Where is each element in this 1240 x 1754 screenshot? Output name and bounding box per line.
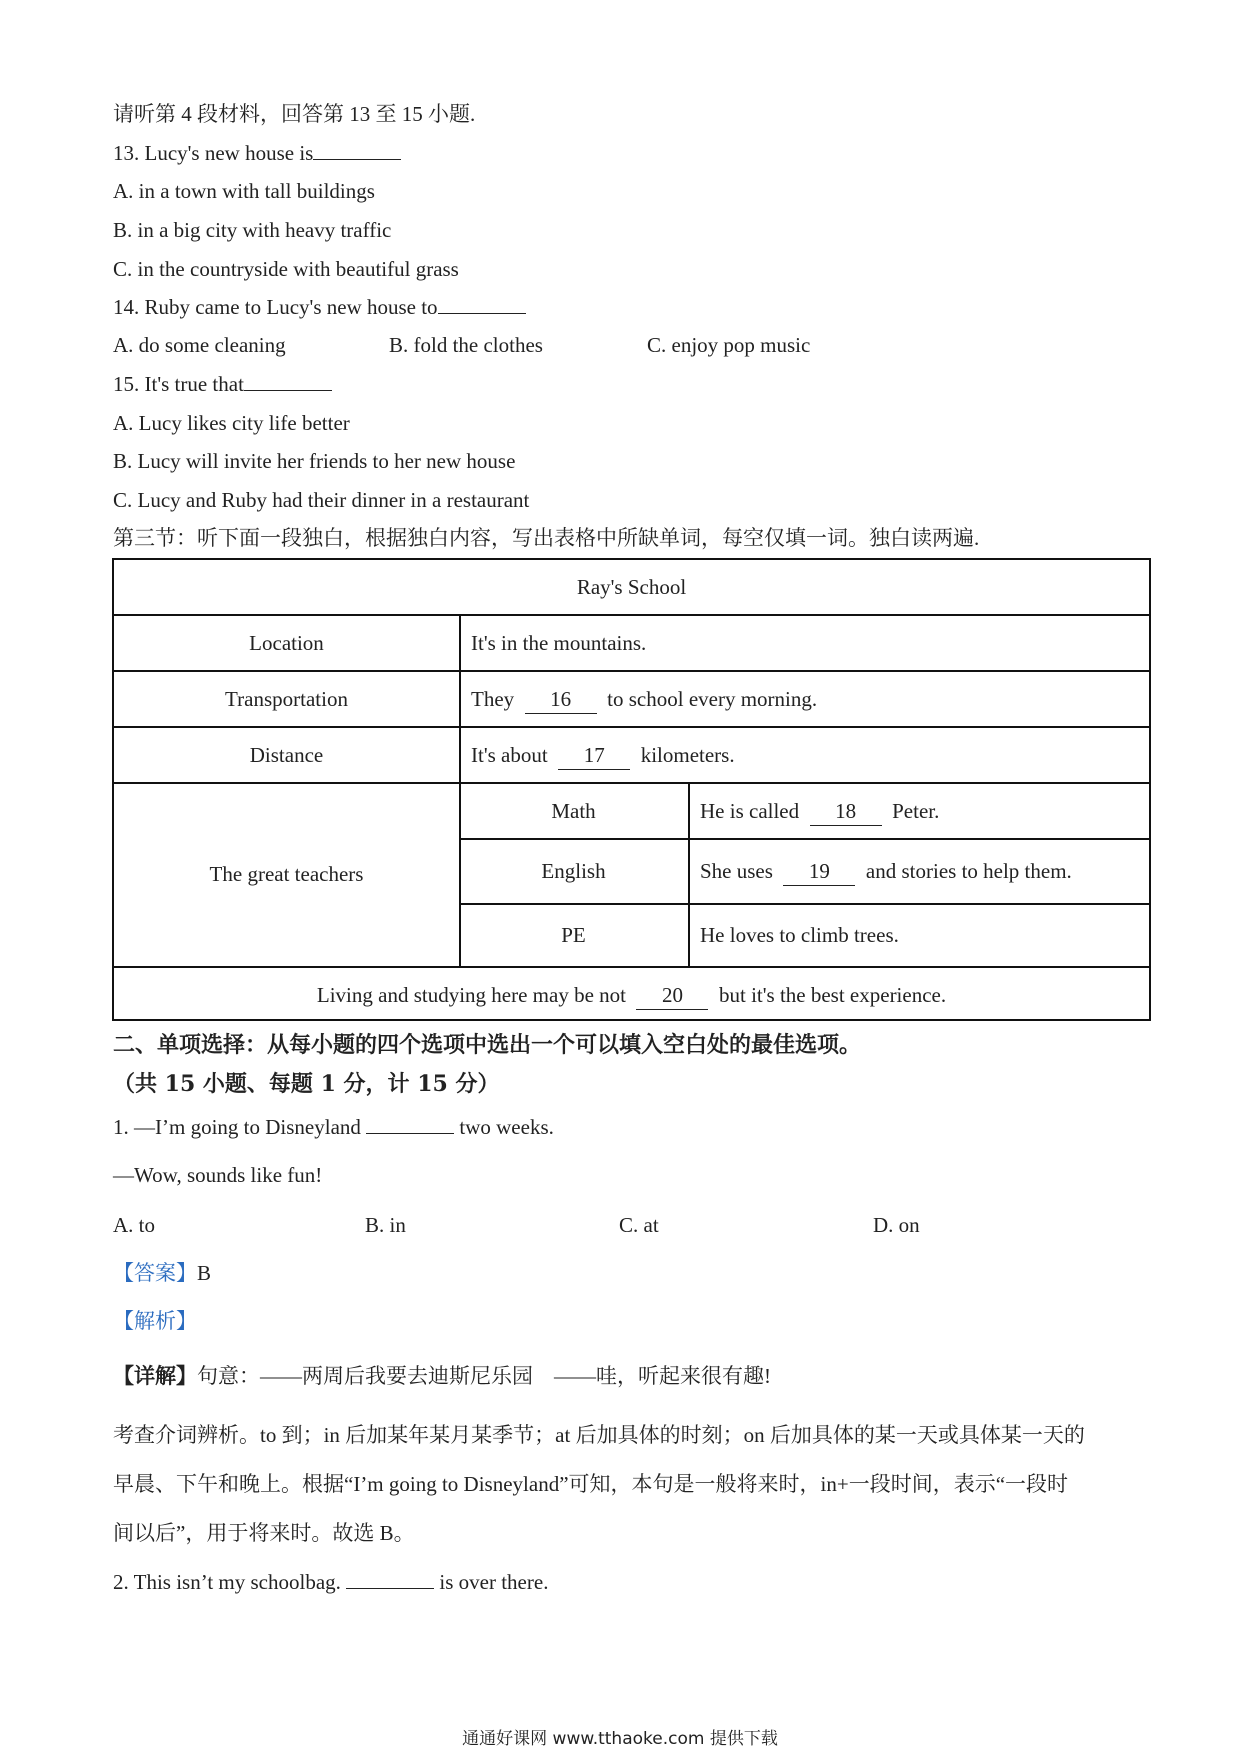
- q1-stem-post: two weeks.: [459, 1115, 554, 1139]
- answer-tag: 【答案】: [113, 1261, 197, 1285]
- transport-pre: They: [471, 687, 515, 711]
- q14-stem: 14. Ruby came to Lucy's new house to: [113, 295, 438, 319]
- q14-option-b: B. fold the clothes: [389, 333, 543, 357]
- blank-18: 18: [810, 797, 882, 826]
- q15-option-c: C. Lucy and Ruby had their dinner in a restaurant: [113, 488, 530, 512]
- table-rule: [459, 614, 461, 966]
- answer-blank: [244, 370, 332, 391]
- table-rule: [459, 838, 1149, 840]
- page-footer: 通通好课网 www.tthaoke.com 提供下载: [462, 1729, 778, 1749]
- analysis-line: [113, 1307, 197, 1335]
- blank-17: 17: [558, 741, 630, 770]
- q1-stem-pre: 1. —I’m going to Disneyland: [113, 1115, 361, 1139]
- answer-blank: [313, 139, 401, 160]
- transport-label: Transportation: [225, 687, 348, 711]
- english-value: [700, 857, 1072, 886]
- distance-label: Distance: [249, 743, 324, 767]
- section4-intro: 请听第 4 段材料，回答第 13 至 15 小题.: [113, 102, 476, 126]
- section3-intro: 第三节：听下面一段独白，根据独白内容，写出表格中所缺单词，每空仅填一词。独白读两遍.: [113, 526, 980, 550]
- q1-reply: —Wow, sounds like fun!: [113, 1163, 323, 1187]
- answer-blank: [366, 1113, 454, 1134]
- pe-label: PE: [561, 923, 586, 947]
- table-title: Ray's School: [576, 575, 687, 599]
- question-2: [113, 1568, 548, 1596]
- q2-stem-pre: 2. This isn’t my schoolbag.: [113, 1570, 341, 1594]
- math-post: Peter.: [892, 799, 940, 823]
- location-label: Location: [249, 631, 324, 655]
- q1-option-a: A. to: [113, 1213, 155, 1237]
- part2-subtitle: （共 15 小题、每题 1 分，计 15 分）: [113, 1071, 500, 1097]
- table-rule: [459, 903, 1149, 905]
- math-label: Math: [551, 799, 596, 823]
- q15-option-b: B. Lucy will invite her friends to her new house: [113, 449, 516, 473]
- distance-value: [471, 741, 735, 770]
- q15-stem: 15. It's true that: [113, 372, 244, 396]
- transport-value: [471, 685, 817, 714]
- table-rule: [688, 782, 690, 966]
- table-rule: [114, 726, 1149, 728]
- question-14: [113, 293, 526, 321]
- rays-school-table: [112, 558, 1151, 1021]
- location-value: It's in the mountains.: [471, 631, 647, 655]
- explanation-line-3: 间以后”，用于将来时。故选 B。: [113, 1521, 415, 1545]
- teachers-label: The great teachers: [209, 862, 364, 886]
- bottom-pre: Living and studying here may be not: [316, 983, 626, 1007]
- bottom-post: but it's the best experience.: [718, 983, 947, 1007]
- q1-option-b: B. in: [365, 1213, 406, 1237]
- q14-option-a: A. do some cleaning: [113, 333, 286, 357]
- answer-line: [113, 1259, 211, 1287]
- q14-option-c: C. enjoy pop music: [647, 333, 811, 357]
- explanation-line-2: 早晨、下午和晚上。根据“I’m going to Disneyland”可知，本句是一般将来时，in+一段时间，表示“一段时: [113, 1472, 1069, 1496]
- table-rule: [114, 966, 1149, 968]
- part2-title: 二、单项选择：从每小题的四个选项中选出一个可以填入空白处的最佳选项。: [113, 1032, 862, 1058]
- math-value: [700, 797, 939, 826]
- q13-option-c: C. in the countryside with beautiful grass: [113, 257, 459, 281]
- answer-value: B: [197, 1261, 212, 1285]
- table-rule: [114, 614, 1149, 616]
- question-15: [113, 370, 332, 398]
- answer-blank: [438, 293, 526, 314]
- english-label: English: [541, 859, 606, 883]
- distance-pre: It's about: [471, 743, 548, 767]
- transport-post: to school every morning.: [607, 687, 818, 711]
- table-rule: [114, 782, 1149, 784]
- math-pre: He is called: [700, 799, 800, 823]
- pe-value: He loves to climb trees.: [700, 923, 899, 947]
- analysis-tag: 【解析】: [113, 1309, 197, 1333]
- question-1: [113, 1113, 554, 1141]
- question-13: [113, 139, 401, 167]
- explanation-line-1: 考查介词辨析。to 到；in 后加某年某月某季节；at 后加具体的时刻；on 后加具体的某一天或具体某一天的: [113, 1423, 1085, 1447]
- q1-option-c: C. at: [619, 1213, 659, 1237]
- blank-19: 19: [783, 857, 855, 886]
- detail-tag: 【详解】: [113, 1364, 197, 1388]
- blank-16: 16: [525, 685, 597, 714]
- english-post: and stories to help them.: [865, 859, 1072, 883]
- q15-option-a: A. Lucy likes city life better: [113, 411, 350, 435]
- detail-line: [113, 1362, 771, 1390]
- table-bottom-row: [114, 981, 1149, 1010]
- table-rule: [114, 670, 1149, 672]
- q13-stem: 13. Lucy's new house is: [113, 141, 314, 165]
- q1-option-d: D. on: [873, 1213, 920, 1237]
- q13-option-a: A. in a town with tall buildings: [113, 179, 375, 203]
- english-pre: She uses: [700, 859, 773, 883]
- distance-post: kilometers.: [640, 743, 735, 767]
- q2-stem-post: is over there.: [439, 1570, 549, 1594]
- q13-option-b: B. in a big city with heavy traffic: [113, 218, 392, 242]
- answer-blank: [346, 1568, 434, 1589]
- blank-20: 20: [636, 981, 708, 1010]
- detail-text: 句意：——两周后我要去迪斯尼乐园 ——哇，听起来很有趣!: [197, 1364, 771, 1388]
